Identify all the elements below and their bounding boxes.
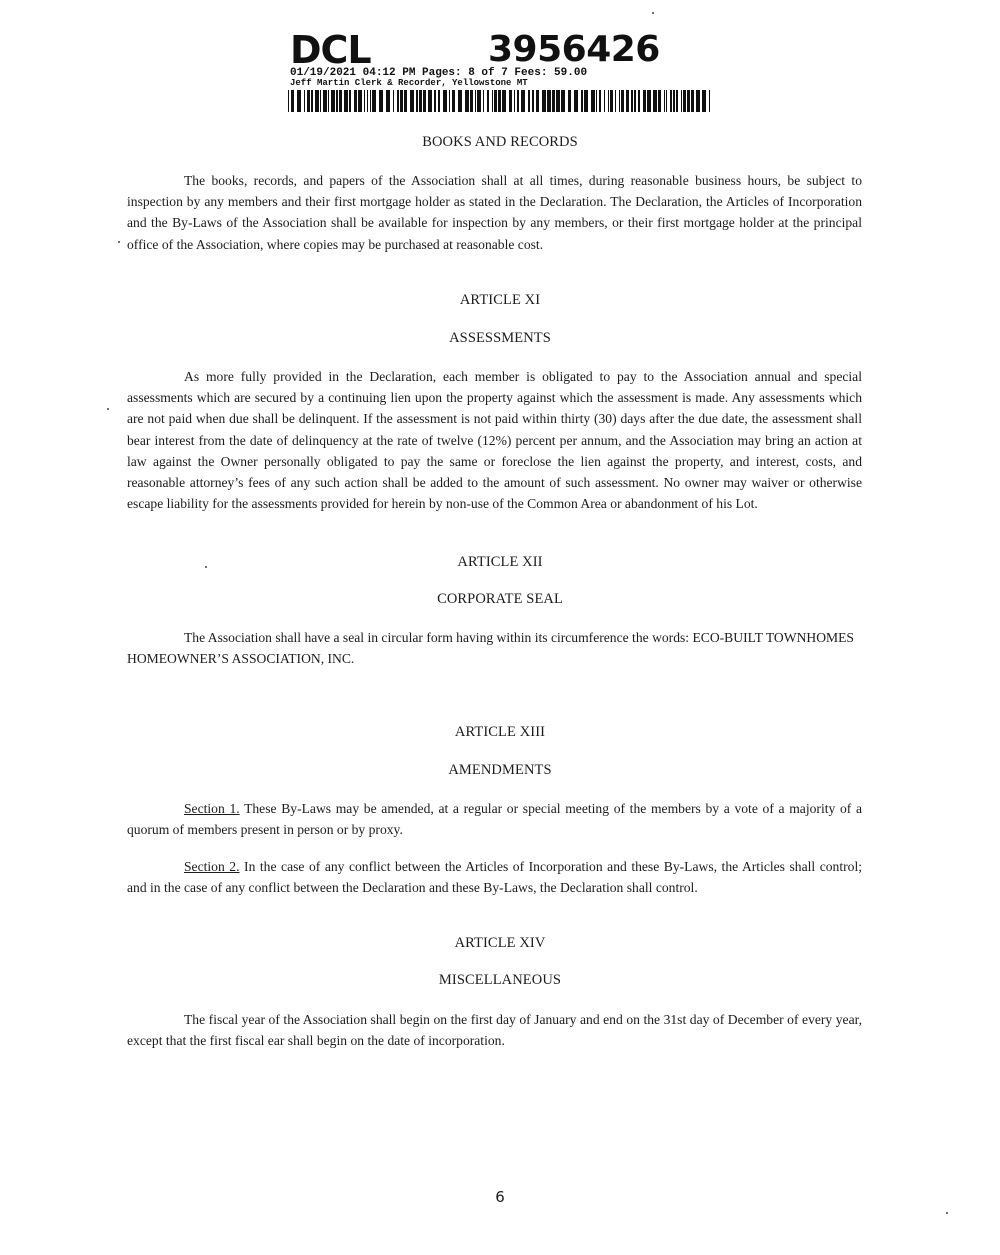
barcode-bar <box>574 90 578 112</box>
barcode-bar <box>393 90 394 112</box>
barcode-bar <box>367 90 368 112</box>
barcode-bar <box>323 90 327 112</box>
stamp-recorder: Jeff Martin Clerk & Recorder, Yellowstone MT <box>290 78 528 88</box>
barcode-bar <box>498 90 501 112</box>
stamp-code: DCL <box>290 28 371 72</box>
barcode-bar <box>449 90 450 112</box>
barcode-bar <box>532 90 534 112</box>
barcode-bar <box>483 90 484 112</box>
barcode-bar <box>568 90 571 112</box>
barcode-bar <box>621 90 624 112</box>
barcode-bar <box>683 90 686 112</box>
barcode-bar <box>364 90 365 112</box>
barcode-bar <box>419 90 422 112</box>
barcode-bar <box>687 90 690 112</box>
barcode-bar <box>514 90 515 112</box>
stamp-date-pages-fees: 01/19/2021 04:12 PM Pages: 8 of 7 Fees: 59.00 <box>290 67 588 79</box>
article-13-subheading: AMENDMENTS <box>448 762 552 778</box>
barcode-bar <box>291 90 294 112</box>
barcode-bar <box>556 90 560 112</box>
scan-speck <box>107 408 109 410</box>
corporate-seal-paragraph: The Association shall have a seal in circular form having within its circumference the words: ECO-BUILT TOWNHOMES HOMEOWNER’S ASSOCIATION, INC. <box>127 630 854 667</box>
assessments-paragraph: As more fully provided in the Declaration, each member is obligated to pay to the Association annual and special assessments which are secured by a continuing lien upon the property against which the assessment is made. Any assessments which are not paid when due shall be delinquent. If the assessment is not paid within thirty (30) days after the due date, the assessment shall bear interest from the date of delinquency at the rate of twelve (12%) percent per annum, and the Association may bring an action at law against the Owner personally obligated to pay the same or foreclose the lien against the property, and interest, costs, and reasonable attorney’s fees of any such action shall be added to the amount of such assessment. No owner may waiver or otherwise escape liability for the assessments provided for herein by non-use of the Common Area or abandonment of his Lot. <box>127 369 862 512</box>
barcode-bar <box>610 90 613 112</box>
barcode-bar <box>344 90 348 112</box>
barcode-bar <box>354 90 357 112</box>
barcode-bar <box>443 90 447 112</box>
section-1-label: Section 1. <box>184 801 240 816</box>
barcode-bar <box>547 90 551 112</box>
barcode-bar <box>416 90 418 112</box>
barcode-bar <box>528 90 530 112</box>
section-2-label: Section 2. <box>184 859 240 874</box>
barcode-bar <box>494 90 497 112</box>
barcode-bar <box>358 90 362 112</box>
recording-stamp <box>288 30 718 122</box>
scan-speck <box>118 241 120 243</box>
barcode-bar <box>542 90 546 112</box>
barcode-bar <box>691 90 694 112</box>
barcode-bar <box>666 90 667 112</box>
scan-speck <box>946 1212 948 1214</box>
scan-speck <box>652 12 654 14</box>
barcode-bar <box>304 90 305 112</box>
barcode-bar <box>681 90 682 112</box>
barcode-bar <box>477 90 481 112</box>
section-2-text: In the case of any conflict between the Articles of Incorporation and these By-Laws, the Articles shall control; and in the case of any conflict between the Declaration and these By-Laws, the Declaration shall control. <box>127 859 862 896</box>
page-number: 6 <box>495 1188 505 1206</box>
article-12-heading: ARTICLE XII <box>457 554 543 570</box>
books-records-paragraph: The books, records, and papers of the Association shall at all times, during reasonable business hours, be subject to inspection by any members and their first mortgage holder as stated in the Declaration. The Declaration, the Articles of Incorporation and the By-Laws of the Association shall be available for inspection by any members, or their first mortgage holder at the principal office of the Association, where copies may be purchased at reasonable cost. <box>127 173 862 252</box>
barcode-bar <box>631 90 633 112</box>
scan-speck <box>205 566 207 568</box>
barcode-bar <box>626 90 629 112</box>
barcode-bar <box>615 90 616 112</box>
barcode-bar <box>643 90 646 112</box>
barcode-bar <box>634 90 636 112</box>
barcode-bar <box>458 90 462 112</box>
barcode-bar <box>492 90 493 112</box>
barcode-bar <box>349 90 351 112</box>
barcode-bar <box>658 90 661 112</box>
barcode-bar <box>676 90 678 112</box>
barcode-bar <box>653 90 657 112</box>
barcode-bar <box>328 90 329 112</box>
barcode-bar <box>664 90 665 112</box>
barcode-bar <box>673 90 675 112</box>
barcode-bar <box>619 90 620 112</box>
barcode-bar <box>470 90 473 112</box>
barcode-bar <box>297 90 301 112</box>
barcode-bar <box>475 90 476 112</box>
barcode-bar <box>370 90 371 112</box>
barcode-bar <box>465 90 469 112</box>
barcode-bar <box>404 90 407 112</box>
article-12-subheading: CORPORATE SEAL <box>437 591 563 607</box>
barcode-bar <box>438 90 440 112</box>
article-11-subheading: ASSESSMENTS <box>449 330 551 346</box>
barcode-bar <box>428 90 432 112</box>
barcode-bar <box>307 90 310 112</box>
barcode-bar <box>379 90 383 112</box>
barcode-bar <box>400 90 403 112</box>
barcode-bar <box>702 90 706 112</box>
barcode-bar <box>487 90 489 112</box>
article-14-heading: ARTICLE XIV <box>454 935 546 951</box>
barcode-bar <box>372 90 376 112</box>
barcode-bar <box>561 90 565 112</box>
barcode-bar <box>509 90 512 112</box>
barcode-bar <box>552 90 555 112</box>
barcode-bar <box>584 90 588 112</box>
barcode-bar <box>596 90 597 112</box>
barcode-bar <box>502 90 506 112</box>
barcode-bar <box>288 90 289 112</box>
barcode-bar <box>591 90 595 112</box>
barcode-bar <box>452 90 455 112</box>
barcode-bar <box>517 90 519 112</box>
barcode-bar <box>709 90 710 112</box>
barcode-bar <box>315 90 319 112</box>
article-14-subheading: MISCELLANEOUS <box>438 972 562 988</box>
article-13-heading: ARTICLE XIII <box>454 724 546 740</box>
barcode-bar <box>647 90 651 112</box>
barcode-bar <box>608 90 609 112</box>
barcode-bar <box>320 90 321 112</box>
books-records-heading: BOOKS AND RECORDS <box>422 134 578 150</box>
amendments-section-2 <box>127 856 862 898</box>
barcode-bar <box>521 90 525 112</box>
section-1-text: These By-Laws may be amended, at a regular or special meeting of the members by a vote of a majority of a quorum of members present in person or by proxy. <box>127 801 863 838</box>
barcode-bar <box>604 90 605 112</box>
barcode-bar <box>410 90 414 112</box>
article-11-heading: ARTICLE XI <box>459 292 541 308</box>
barcode-bar <box>336 90 338 112</box>
barcode-bar <box>670 90 672 112</box>
barcode <box>288 90 712 112</box>
barcode-bar <box>311 90 313 112</box>
barcode-bar <box>599 90 601 112</box>
barcode-bar <box>339 90 342 112</box>
barcode-bar <box>581 90 583 112</box>
barcode-bar <box>696 90 700 112</box>
barcode-bar <box>423 90 426 112</box>
barcode-bar <box>397 90 399 112</box>
barcode-bar <box>331 90 335 112</box>
barcode-bar <box>386 90 390 112</box>
barcode-bar <box>434 90 436 112</box>
miscellaneous-paragraph: The fiscal year of the Association shall begin on the first day of January and end on the 31st day of December of every year, except that the first fiscal ear shall begin on the date of incorporation. <box>127 1012 862 1049</box>
amendments-section-1 <box>127 798 862 840</box>
stamp-number: 3956426 <box>488 29 660 70</box>
barcode-bar <box>638 90 640 112</box>
barcode-bar <box>536 90 539 112</box>
